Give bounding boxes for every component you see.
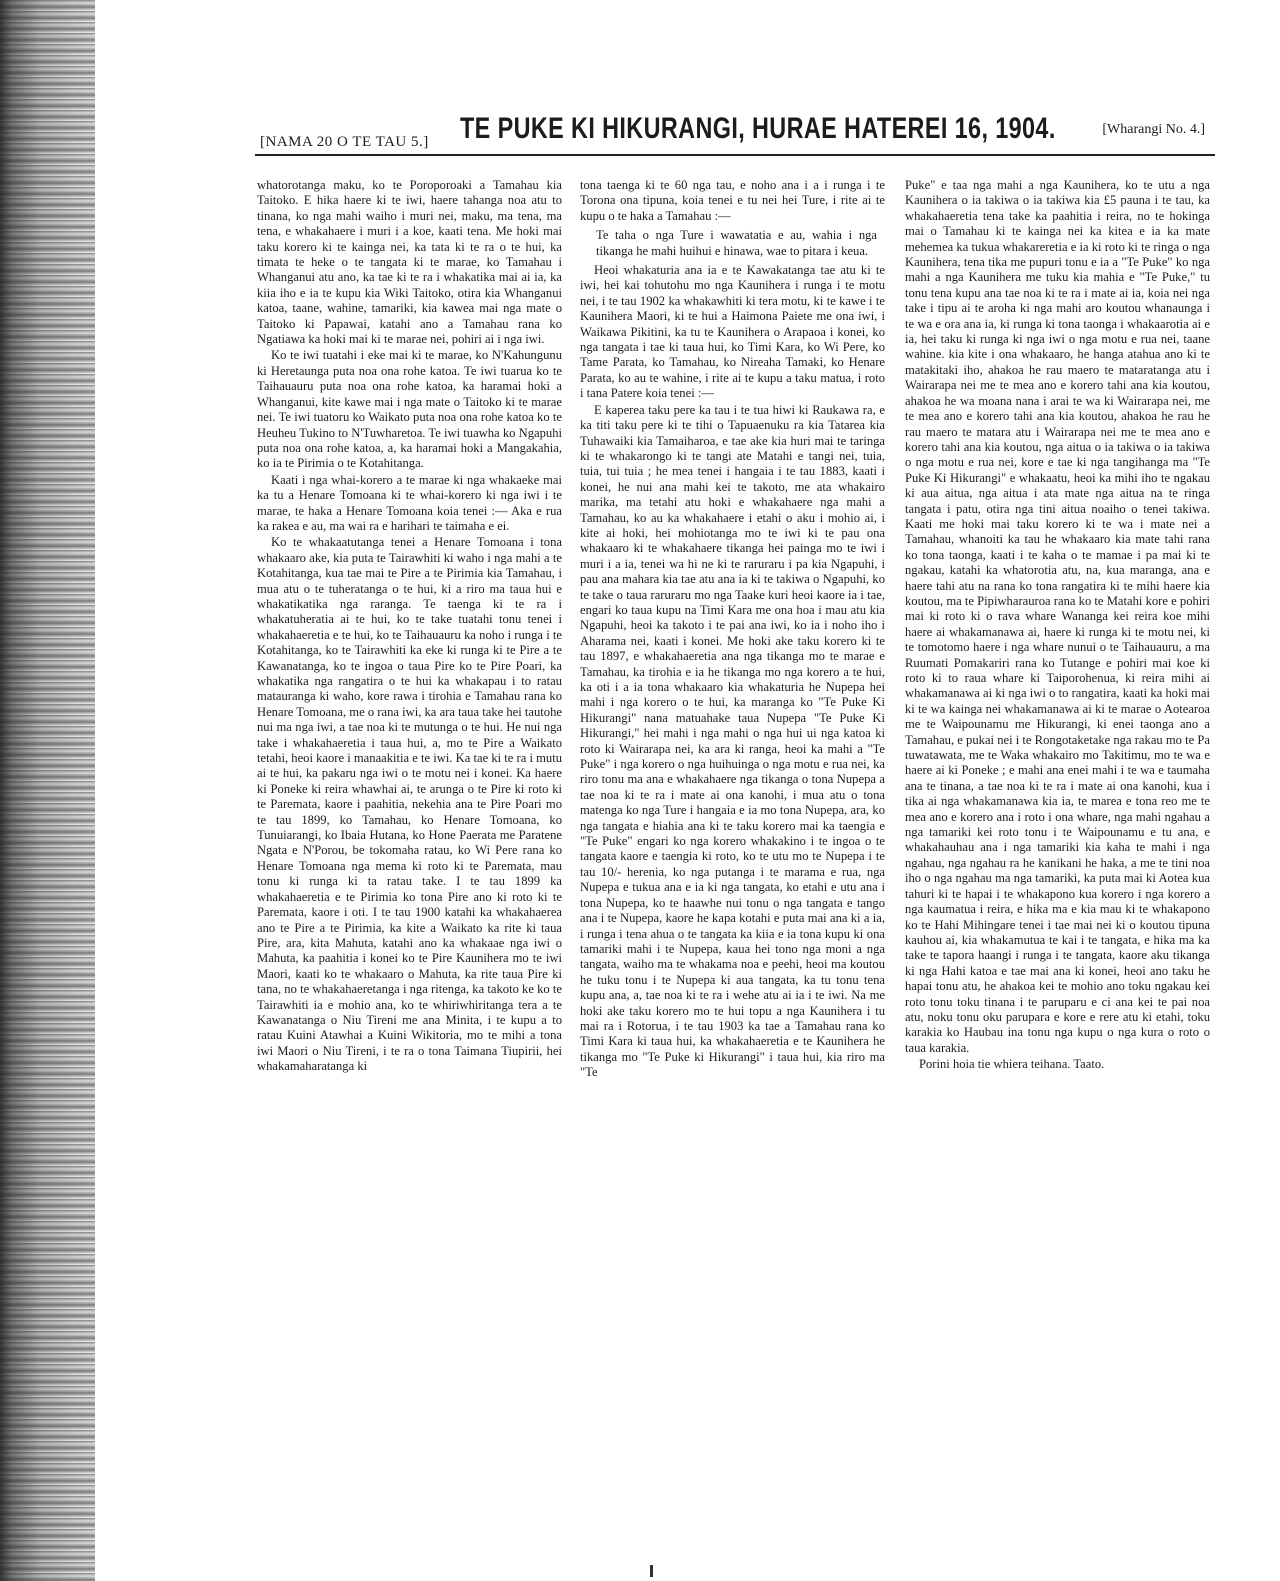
newspaper-page: [255, 0, 1215, 1581]
issue-number: [NAMA 20 O TE TAU 5.]: [260, 134, 429, 150]
masthead: [255, 108, 1215, 156]
paragraph: Kaati i nga whai-korero a te marae ki nga whakaeke mai ka tu a Henare Tomoana ki te whai-korero ki nga iwi i te marae, te haka a Henare Tomoana koia tenei :— Aka e rua ka rakea e au, ma wai ra e harihari te taimaha e ei.: [257, 472, 562, 533]
paragraph: Puke" e taa nga mahi a nga Kaunihera, ko te utu a nga Kaunihera o ia takiwa o ia takiwa kia £5 pauna i te tau, ka whakahaeretia tena take ka paahitia i reira, no te hokinga mai o Tamahau ki te kainga nei ka kitea e ia ka mate mehemea ka tukua whakareretia e ia ki roto ki te ringa o nga Kaunihera, tena tika me pupuri tonu e ia a "Te Puke" ko nga mahi a nga Kaunihera me tuku kia mahia e "Te Puke," tu tonu tena kupu ana tae noa ki te ra i mate ai ia, koia nei nga take i tipu ai te aroha ki nga mahi aro koutou whanaunga i te wa e ora ana ia, ki runga ki tona taonga i whakaarotia ai e ia, hei taku ki runga ki nga iwi o nga motu e rua nei, taane wahine. kia kite i ona whakaaro, he hanga atahua ano ki te matakitaki iho, ahakoa he rau maero te mataratanga atu i Wairarapa nei me te mea ano e korero tahi ana kia koutou, ahakoa he wa moana nana i arai te wa ki Wairarapa nei, me te mea ano e korero tahi ana kia koutou, ahakoa he rau he rau maero te matara atu i Wairarapa nei me te mea ano e korero tahi ana kia koutou, nga aitua o ia takiwa o ia takiwa o nga motu e rua nei, kore e tae ki nga tangihanga ma "Te Puke Ki Hikurangi" e whakaatu, heoi ka mihi iho te ngakau ki aua aitua, nga aitua i ata mate nga aitua na te ringa tangata i patu, otira nga tini aitua noaiho o tenei takiwa. Kaati me hoki mai taku korero ki te wa i mate nei a Tamahau, whanoiti ka tau he whakaaro kia mate tahi rana ko tona taonga, kaati i te kaha o te mamae i pa mai ki te ngakau, katahi ka whatorotia atu, na, kua maranga, ana e haere tahi atu na rana ko tona rangatira ki te mihi haere kia koutou, ma te Pipiwharauroa rana ko te Matahi kore e pohiri mai ki roto ki o rava whare Wananga kei reira koe mihi haere ai whakamanawa ai, haere ki runga ki te motu nei, ki te tomotomo haere i nga whare nunui o te Taihauauru, a ma Ruumati Pomakariri rana ko Tutange e pohiri mai koe ki roto ki to raua whare ki Taiporohenua, ki reira mihi ai whakamanawa ai ki nga iwi o to rangatira, kaati ka hoki mai ki te wa kainga nei whakamanawa ai ki te marae o Aotearoa me te Waipounamu me Hikurangi, ki enei taonga ano a Tamahau, e pukai nei i te Rongotaketake nga rakau mo te Pa tuwatawata, me te Waka whakairo mo Takitimu, mo te wa e haere ai ki Poneke ; e mahi ana enei mahi i te wa e taumaha ana te tinana, a tae noa ki te ra i mate ai ona kanohi, kua i tika ai nga whakamanawa kia ia, te marea e tona reo me te mea ano e korero ana i roto i ona whare, nga mahi ngahau a nga tamariki kei roto tonu i te Waipounamu e tu ana, e whakahauhau ana i nga tamariki kia kaha te mahi i nga ngahau, nga ngahau ra he kanikani he haka, a me te tini noa iho o nga ngahau ma nga tamariki, ka puta mai ki Aotea kua tahuri ki te hapai i te whakapono kua korero i nga korero a nga kaumatua i reira, e hika ma e kia mau ki te whakapono ko te Hahi Mihingare tenei i tae mai nei ki o koutou tipuna kauhou ai, kia whakamutua te kai i te tangata, e hika ma ka take te tapora haangi i runga i te tangata, kaore aku tikanga ki nga Hahi katoa e tae mai ana ki konei, heoi ano taku he hapai tonu atu, he ahakoa kei te mohio ano toku ngakau kei roto tonu toku tinana i te paruparu e ci ana kei te pai noa atu, noku tonu oku parupara e kore e rere atu ki etahi, toku karakia ko Haubau ina tonu nga kupu o nga kura o roto o taua karakia.: [905, 178, 1210, 1055]
scan-shadow-edge: [0, 0, 95, 1581]
paragraph: Ko te iwi tuatahi i eke mai ki te marae, ko N'Kahungunu ki Heretaunga puta noa ona rohe katoa. Te iwi tuarua ko te Taihauauru puta noa ona rohe katoa, ka haramai hoki a Whanganui, kite kawe mai i nga mate o Taitoko ki te marae nei. Te iwi tuatoru ko Waikato puta noa ona rohe katoa ko te Heuheu Tukino to N'Tuwharetoa. Te iwi tuawha ko Ngapuhi puta noa ona rohe katoa, a, ka haramai hoki a Mangakahia, ko ia te Pirimia o te Kotahitanga.: [257, 348, 562, 471]
column-3: [905, 178, 1210, 1428]
verse: Te taha o nga Ture i wawatatia e au, wahia i nga tikanga he mahi huihui e hinawa, wae to pitara i keua.: [596, 228, 877, 258]
print-mark: [650, 1565, 653, 1577]
page-title: TE PUKE KI HIKURANGI, HURAE HATEREI 16, 1904.: [460, 112, 1056, 145]
paragraph: Ko te whakaatutanga tenei a Henare Tomoana i tona whakaaro ake, kia puta te Tairawhiti ki waho i nga mahi a te Kotahitanga, kua tae mai te Pire a te Pirimia kia Tamahau, i mua atu o te tuheratanga o te hui, ki a riro ma taua hui e whakatikatika nga raranga. Te taenga ki te ra i whakatuheratia ai te hui, ko te take tuatahi tonu tenei i whakahaeretia e te hui, ko te Taihauauru ka noho i runga i te Kotahitanga, ko te Tairawhiti ka eke ki runga ki te Pire a te Kawanatanga, ko te ingoa o taua Pire ko te Pire Poari, ka whakatika nga rangatira o te hui ka whakapau i to ratau matauranga ki waho, kore rawa i tirohia e Tamahau rana ko Henare Tomoana, me o rana iwi, ka ara taua take hei tautohe nui ma nga iwi, a tae noa ki te mutunga o te hui. He nui nga take i whakahaeretia i taua hui, a, mo te Pire a Waikato tetahi, heoi kaore i manaakitia e te iwi. Ka tae ki te ra i mutu ai te hui, ka pakaru nga iwi o te motu nei i konei. Ka haere ki Poneke ki reira whawhai ai, te arunga o te Pire ki roto ki te Paremata, kaore i paahitia, nekehia ana te Pire Poari mo te tau 1899, ko Tamahau, ko Henare Tomoana, ko Tunuiarangi, ko Ibaia Hutana, ko Hone Paerata me Paratene Ngata e N'Porou, be tokomaha ratau, ko Wi Pere rana ko Henare Tomoana nga mema ki roto ki te Paremata, mau tonu ki runga ki ta ratau take. I te tau 1899 ka whakahaeretia e te Pirimia ko tona Pire ano ki roto ki te Paremata, kaore i oti. I te tau 1900 katahi ka whakahaerea ano te Pire a te Pirimia, ka kite a Waikato ka rite ki taua Pire, ara, kita Mahuta, katahi ano ka whakaae nga iwi o Mahuta, ka paahitia i konei ko te Pire Kaunihera mo te iwi Maori, kaati ko te whakaaro o Mahuta, ka rite taua Pire ki tana, no te whakahaeretanga i nga ritenga, ka takoto ke ko te Tairawhiti ia e mohio ana, ko te whiriwhiritanga tera a te Kawanatanga o Niu Tireni me ana Minita, i te kupu a to ratau Kuini Atawhai a Kuini Wikitoria, mo te mihi a tona iwi Maori o Niu Tireni, i te ra o tona Taimana Tiupirii, hei whakamaharatanga ki: [257, 535, 562, 1074]
paragraph: Heoi whakaturia ana ia e te Kawakatanga tae atu ki te iwi, hei kai tohutohu mo nga Kaunihera i runga i te motu nei, i te tau 1902 ka whakawhiti ki tera motu, ki te kawe i te Kaunihera Maori, ki te hui a Haimona Paiete me ona iwi, i Waikawa Pikitini, ka tu te Kaunihera o Arapaoa i konei, ko nga tangata i tae ki taua hui, ko Timi Kara, ko Wi Pere, ko Tame Parata, ko Tamahau, ko Nireaha Tamaki, ko Henare Parata, ko au te wahine, i rite ai te kupu a taku matua, i roto i tana Patere koia tenei :—: [580, 263, 885, 401]
paragraph: E kaperea taku pere ka tau i te tua hiwi ki Raukawa ra, e ka titi taku pere ki te tihi o Tapuaenuku ra kia Tatarea kia Tuhawaiki kia Tamaiharoa, e tae ake kia huri mai te taringa ki te whakarongo ki te tangi ate Matahi e tangi nei, tuia, tuia, tui tuia ; he mea tenei i hangaia i te tau 1883, kaati i konei, he nui ana mahi kei te takoto, me ata whakairo marika, ma tetahi atu hoki e whakahaere nga mahi a Tamahau, ko au ka whakahaere i etahi o aku i mohio ai, i kite ai hoki, hei mohiotanga mo te iwi ki te pau ona whakaaro ki te whakahaere tikanga hei painga mo te iwi i muri i a ia, tenei wa hi ne ki te raruraru i pa kia Ngapuhi, i pau ana mahara kia tae atu ana ia ki te takiwa o Ngapuhi, ko te take o taua raruraru mo nga Taake kuri heoi kaore ia i tae, engari ko taua kupu na Timi Kara me ona hoa i mau atu kia Ngapuhi, heoi ka takoto i te pai ana iwi, ko ia i noho iho i Aharama nei, kaati i konei. Me hoki ake taku korero ki te tau 1897, e whakahaeretia ana nga tikanga mo te marae e Tamahau, ka tirohia e ia he tikanga mo nga korero a te hui, ka oti i a ia tona whakaaro kia whakaturia he Nupepa hei mahi i nga korero o te hui, ka maranga ko "Te Puke Ki Hikurangi" nana matuahake taua Nupepa "Te Puke Ki Hikurangi," hei mahi i nga mahi o nga hui ui nga katoa ki roto ki Wairarapa nei, ka ara ki ranga, heoi ka mahi a "Te Puke" i nga korero o nga huihuinga o nga motu e rua nei, ka riro tonu ma ana e whakahaere nga tikanga o tona Nupepa a tae noa ki te ra i mate ai ona kanohi, i mua atu o tona matenga ko nga Ture i hangaia e ia mo tona Nupepa, ara, ko nga tangata e hiahia ana ki te taku korero mai ka taengia e "Te Puke" engari ko nga korero whakakino i te ingoa o te tangata kaore e taengia ki roto, ko te utu mo te Nupepa i te tau 10/- herenia, ko nga putanga i te marama e rua, nga Nupepa e tukua ana e ia ki nga tangata, ko etahi e utu ana i tona Nupepa, ko te haawhe nui tonu o nga tangata e tango ana i te Nupepa, kaore he kapa kotahi e puta mai ana ki a ia, i runga i tena ahua o te tangata ka kiia e ia tona kupu ki ona tamariki mahi i te Nupepa, kaua hei tono nga moni a nga tangata, waiho ma te whakama noa e peehi, heoi ma koutou he tuku tonu i te Nupepa ki aua tangata, ka tu tonu tena kupu ana, a, tae noa ki te ra i wehe atu ai ia i te iwi. Na me hoki ake taku korero mo te hui topu a nga Kaunihera i tu mai ra i Rotorua, i te tau 1903 ka tae a Tamahau rana ko Timi Kara ki taua hui, ka whakahaeretia e te Kaunihera he tikanga mo "Te Puke ki Hikurangi" i taua hui, kia riro ma "Te: [580, 402, 885, 1080]
paragraph: whatorotanga maku, ko te Poroporoaki a Tamahau kia Taitoko. E hika haere ki te iwi, haere tahanga noa atu to tinana, ko nga mahi waiho i muri nei, maku, ma tena, ma tena, e whakahaere i muri i a koe, kaati tena. Me hoki mai taku korero ki te kainga nei, ka tata ki te ra o te hui, ka timata te heke o te tangata ki te marae, ko Tamahau i Whanganui atu ano, ka tae ki te ra i whakatika mai ai ia, ka kiia iho e ia te kupu kia Wiki Taitoko, otira kia Whanganui katoa, taane, wahine, tamariki, kia kawea mai nga mate o Taitoko ki Papawai, katahi ano a Tamahau rana ko Ngatiawa ka hoki mai ki te marae nei, pohiri ai i nga iwi.: [257, 178, 562, 347]
closing-line: Porini hoia tie whiera teihana. Taato.: [919, 1057, 1105, 1072]
page-number: [Wharangi No. 4.]: [1102, 122, 1205, 137]
column-2: [580, 178, 885, 1428]
column-1: [257, 178, 562, 1428]
paragraph: tona taenga ki te 60 nga tau, e noho ana i a i runga i te Torona ona tipuna, koia tenei e tu nei hei Ture, i rite ai te kupu o te haka a Tamahau :—: [580, 178, 885, 223]
